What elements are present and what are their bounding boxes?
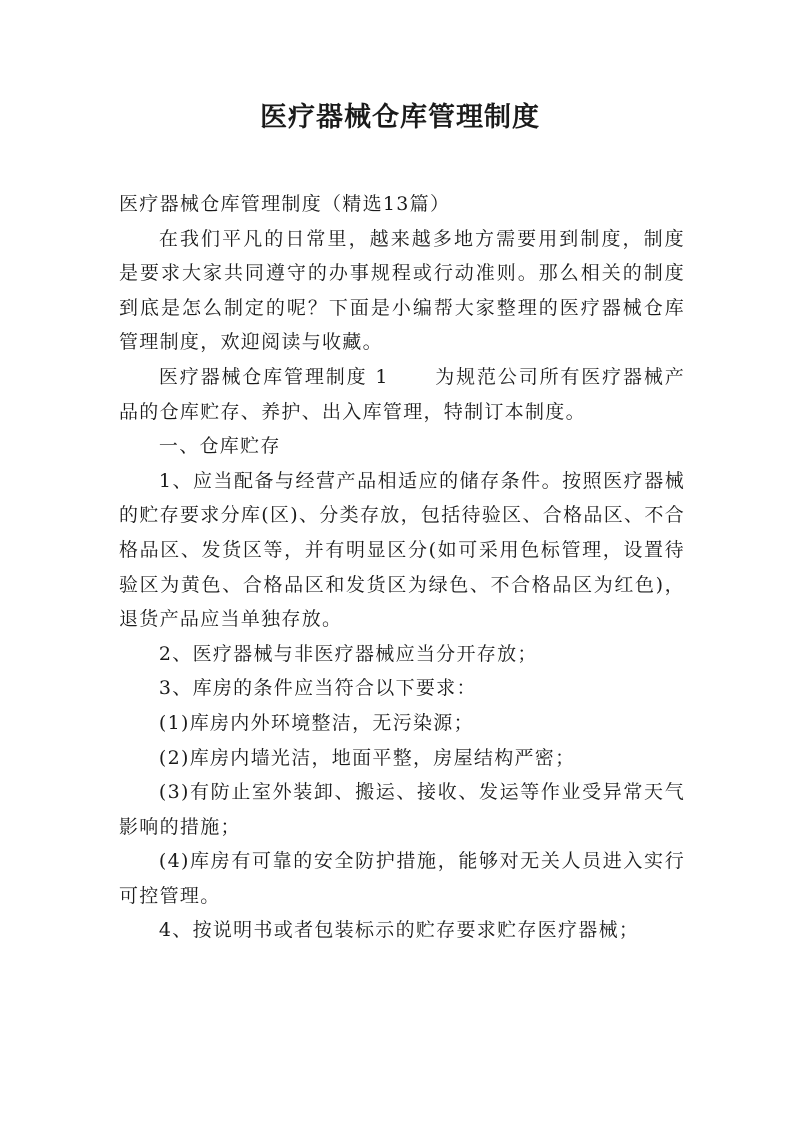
item-1-paragraph: 1、应当配备与经营产品相适应的储存条件。按照医疗器械的贮存要求分库(区)、分类存放，包括待验区、合格品区、不合格品区、发货区等，并有明显区分(如可采用色标管理，设置待验区为黄色、合格品区和发货区为绿色、不合格品区为红色)，退货产品应当单独存放。 <box>119 469 685 631</box>
item-2-paragraph: 2、医疗器械与非医疗器械应当分开存放； <box>158 642 538 665</box>
sub-item-4-paragraph: (4)库房有可靠的安全防护措施，能够对无关人员进入实行可控管理。 <box>119 850 685 907</box>
item-4-paragraph: 4、按说明书或者包装标示的贮存要求贮存医疗器械； <box>158 919 640 942</box>
section-1-heading: 医疗器械仓库管理制度 1 <box>158 365 389 388</box>
sub-item-2-paragraph: (2)库房内墙光洁，地面平整，房屋结构严密； <box>158 746 576 769</box>
sub-item-3-paragraph: (3)有防止室外装卸、搬运、接收、发运等作业受异常天气影响的措施； <box>119 781 685 838</box>
document-title: 医疗器械仓库管理制度 <box>260 102 540 133</box>
item-3-paragraph: 3、库房的条件应当符合以下要求： <box>158 677 477 700</box>
document-body <box>119 187 685 948</box>
section-1-paragraph <box>119 360 685 429</box>
document-subtitle: 医疗器械仓库管理制度（精选13篇） <box>119 193 451 215</box>
part-1-heading: 一、仓库贮存 <box>158 435 281 458</box>
intro-paragraph: 在我们平凡的日常里，越来越多地方需要用到制度，制度是要求大家共同遵守的办事规程或行动准则。那么相关的制度到底是怎么制定的呢？下面是小编帮大家整理的医疗器械仓库管理制度，欢迎阅读与收藏。 <box>119 227 685 354</box>
sub-item-1-paragraph: (1)库房内外环境整洁，无污染源； <box>158 711 474 734</box>
section-1-text: 为规范公司所有医疗器械产品的仓库贮存、养护、出入库管理，特制订本制度。 <box>119 365 685 423</box>
